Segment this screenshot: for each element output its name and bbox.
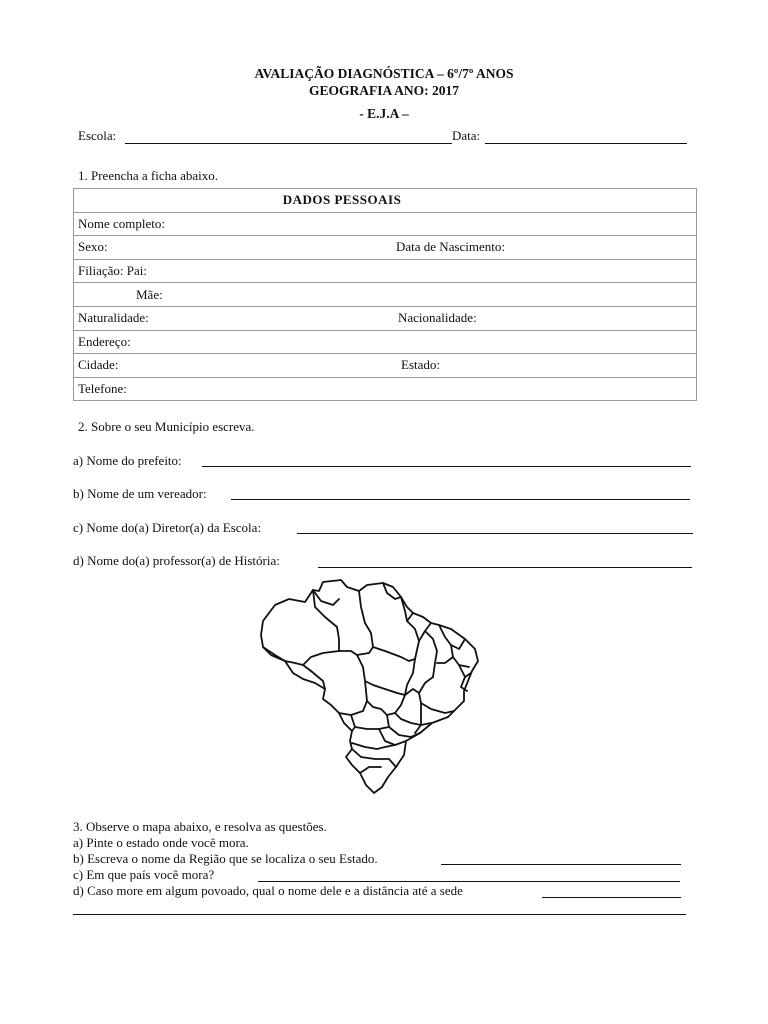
- q3d-answer-field[interactable]: [542, 897, 681, 898]
- q3d-label: d) Caso more em algum povoado, qual o nome dele e a distância até a sede: [73, 883, 463, 898]
- telefone-label: Telefone:: [78, 381, 127, 397]
- table-title: DADOS PESSOAIS: [74, 189, 697, 213]
- pai-label: Filiação: Pai:: [78, 263, 147, 279]
- table-row[interactable]: [74, 330, 697, 354]
- header-subject-year: GEOGRAFIA ANO: 2017: [308, 83, 459, 98]
- q3b-answer-field[interactable]: [441, 864, 681, 865]
- q3a-label: a) Pinte o estado onde você mora.: [73, 835, 249, 850]
- escola-field[interactable]: [125, 143, 452, 144]
- table-row[interactable]: [74, 212, 697, 236]
- table-row[interactable]: [74, 377, 697, 401]
- q3c-answer-field[interactable]: [258, 881, 680, 882]
- table-row[interactable]: [74, 236, 697, 260]
- q2b-label: b) Nome de um vereador:: [73, 486, 207, 501]
- dados-pessoais-table: [73, 188, 697, 401]
- q3-prompt: 3. Observe o mapa abaixo, e resolva as questões.: [73, 819, 327, 834]
- q2a-answer-field[interactable]: [202, 466, 691, 467]
- estado-label: Estado:: [401, 357, 440, 373]
- brazil-map-icon[interactable]: [255, 577, 485, 797]
- endereco-label: Endereço:: [78, 333, 131, 349]
- table-row[interactable]: [74, 354, 697, 378]
- q2-prompt: 2. Sobre o seu Município escreva.: [78, 419, 255, 434]
- q3c-label: c) Em que país você mora?: [73, 867, 215, 882]
- data-label: Data:: [452, 128, 481, 143]
- escola-label: Escola:: [78, 128, 117, 143]
- table-row[interactable]: [74, 306, 697, 330]
- nascimento-label: Data de Nascimento:: [396, 239, 506, 255]
- q2d-label: d) Nome do(a) professor(a) de História:: [73, 553, 280, 568]
- q2a-label: a) Nome do prefeito:: [73, 453, 182, 468]
- cidade-label: Cidade:: [78, 357, 119, 373]
- q2c-answer-field[interactable]: [297, 533, 693, 534]
- q3b-label: b) Escreva o nome da Região que se localiza o seu Estado.: [73, 851, 378, 866]
- nome-label: Nome completo:: [78, 215, 166, 231]
- q2d-answer-field[interactable]: [318, 567, 692, 568]
- mae-label: Mãe:: [136, 286, 163, 302]
- nacionalidade-label: Nacionalidade:: [398, 310, 477, 326]
- q1-prompt: 1. Preencha a ficha abaixo.: [78, 168, 219, 183]
- q2c-label: c) Nome do(a) Diretor(a) da Escola:: [73, 520, 262, 535]
- header-eja: - E.J.A –: [359, 106, 409, 121]
- header-title: AVALIAÇÃO DIAGNÓSTICA – 6º/7º ANOS: [254, 66, 514, 81]
- q3d-answer-field-line2[interactable]: [73, 914, 686, 915]
- table-row[interactable]: [74, 283, 697, 307]
- data-field[interactable]: [485, 143, 687, 144]
- table-row[interactable]: [74, 259, 697, 283]
- sexo-label: Sexo:: [78, 239, 108, 255]
- q2b-answer-field[interactable]: [231, 499, 690, 500]
- naturalidade-label: Naturalidade:: [78, 310, 149, 326]
